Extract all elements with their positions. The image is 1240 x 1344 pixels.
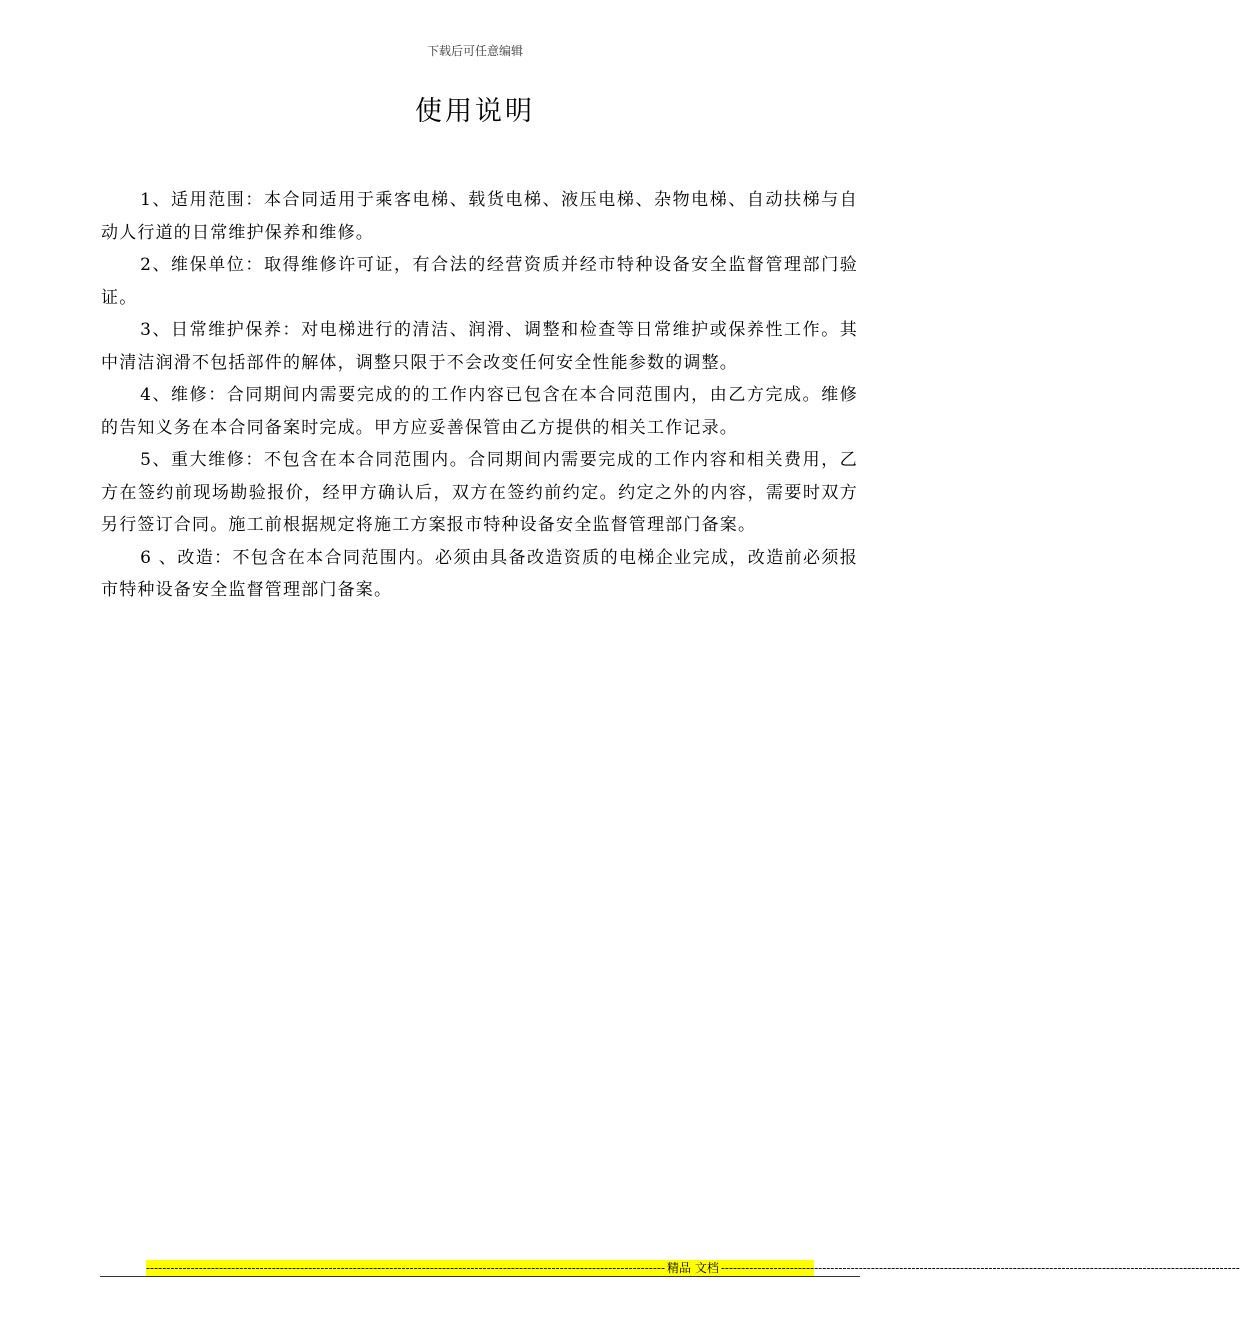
paragraph-maintenance-unit: 2、维保单位：取得维修许可证，有合法的经营资质并经市特种设备安全监督管理部门验证。 — [101, 255, 858, 308]
paragraph-repair: 4、维修：合同期间内需要完成的的工作内容已包含在本合同范围内，由乙方完成。维修的告知义务在本合同备案时完成。甲方应妥善保管由乙方提供的相关工作记录。 — [101, 385, 858, 438]
paragraph-major-repair: 5、重大维修：不包含在本合同范围内。合同期间内需要完成的工作内容和相关费用，乙方在签约前现场勘验报价，经甲方确认后，双方在签约前约定。约定之外的内容，需要时双方另行签订合同。施工前根据规定将施工方案报市特种设备安全监督管理部门备案。 — [101, 450, 858, 535]
footer-label: 精品 文档 — [667, 1261, 719, 1275]
paragraph-scope: 1、适用范围：本合同适用于乘客电梯、载货电梯、液压电梯、杂物电梯、自动扶梯与自动人行道的日常维护保养和维修。 — [101, 190, 858, 243]
document-body — [101, 184, 858, 607]
footer-rule — [100, 1276, 860, 1277]
paragraph-modification: 6 、改造：不包含在本合同范围内。必须由具备改造资质的电梯企业完成，改造前必须报市特种设备安全监督管理部门备案。 — [101, 547, 858, 600]
paragraph-daily-maintenance: 3、日常维护保养：对电梯进行的清洁、润滑、调整和检查等日常维护或保养性工作。其中清洁润滑不包括部件的解体，调整只限于不会改变任何安全性能参数的调整。 — [101, 320, 858, 373]
footer-banner — [146, 1260, 1240, 1276]
header-note: 下载后可任意编辑 — [426, 44, 523, 58]
footer-dashes-left: -------------------------------------------------------------------------------------------------------------------------------- — [146, 1261, 665, 1275]
footer-dashes-right: -------------------------------------------------------------------------------------------------------------------------------- — [720, 1261, 1240, 1275]
document-title: 使用说明 — [415, 96, 535, 127]
